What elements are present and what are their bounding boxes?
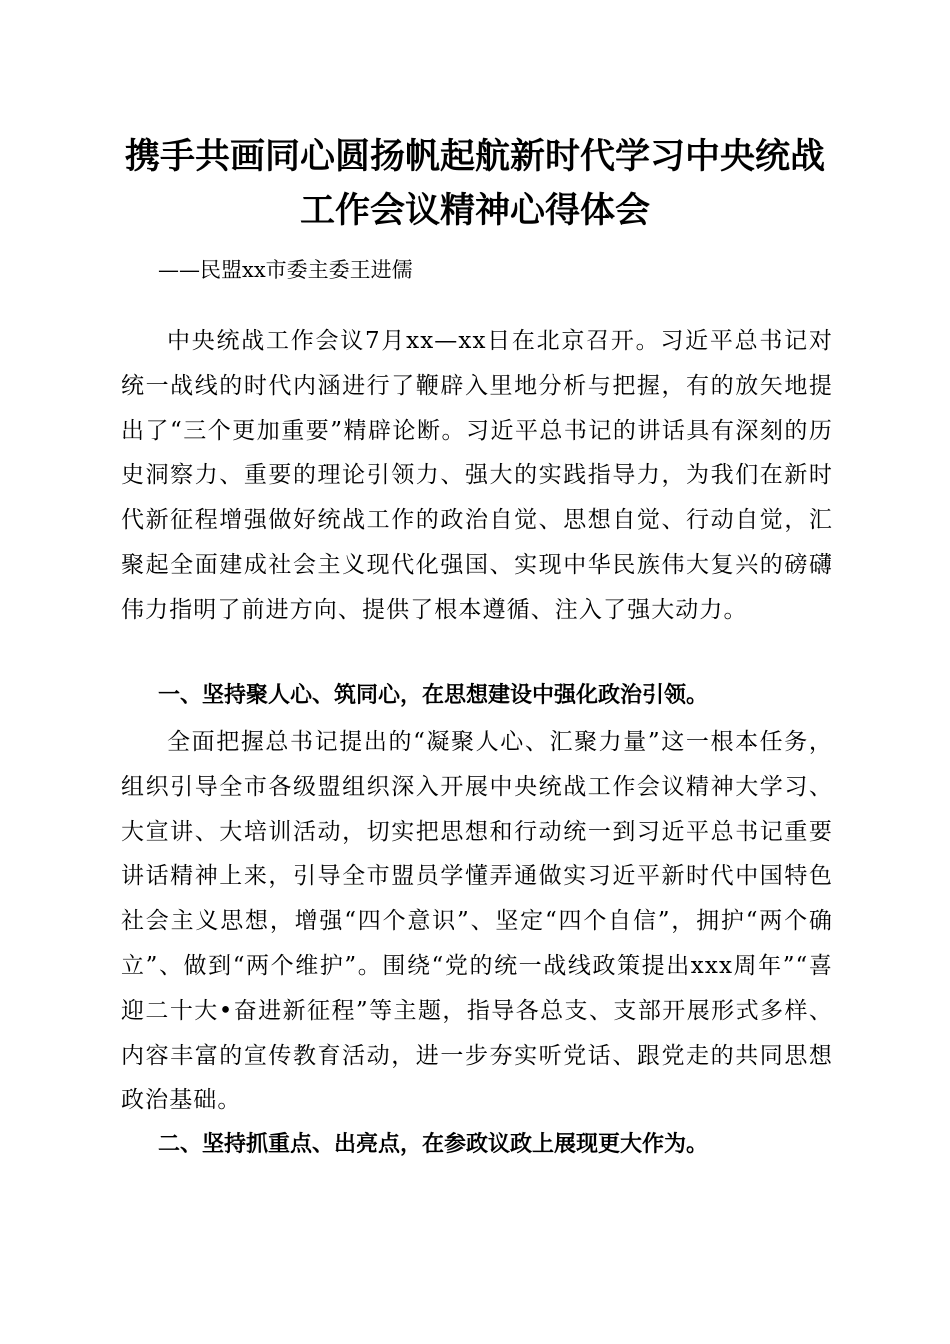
document-title-line2: 工作会议精神心得体会 [299,191,650,231]
author-byline: ——民盟xx市委主委王进儒 [158,258,413,282]
intro-paragraph: 中央统战工作会议7月xx—xx日在北京召开。习近平总书记对统一战线的时代内涵进行了鞭辟入里地分析与把握，有的放矢地提出了“三个更加重要”精辟论断。习近平总书记的讲话具有深刻的历史洞察力、重要的理论引领力、强大的实践指导力，为我们在新时代新征程增强做好统战工作的政治自觉、思想自觉、行动自觉，汇聚起全面建成社会主义现代化强国、实现中华民族伟大复兴的磅礴伟力指明了前进方向、提供了根本遵循、注入了强大动力。 [121,328,833,623]
section-heading-2: 二、坚持抓重点、出亮点，在参政议政上展现更大作为。 [158,1132,709,1157]
document-title-line1: 携手共画同心圆扬帆起航新时代学习中央统战 [124,137,825,177]
section1-paragraph: 全面把握总书记提出的“凝聚人心、汇聚力量”这一根本任务，组织引导全市各级盟组织深入开展中央统战工作会议精神大学习、大宣讲、大培训活动，切实把思想和行动统一到习近平总书记重要讲话精神上来，引导全市盟员学懂弄通做实习近平新时代中国特色社会主义思想，增强“四个意识”、坚定“四个自信”，拥护“两个确立”、做到“两个维护”。围绕“党的统一战线政策提出xxx周年”“喜迎二十大•奋进新征程”等主题，指导各总支、支部开展形式多样、内容丰富的宣传教育活动，进一步夯实听党话、跟党走的共同思想政治基础。 [121,729,833,1114]
section-heading-1: 一、坚持聚人心、筑同心，在思想建设中强化政治引领。 [158,683,709,708]
